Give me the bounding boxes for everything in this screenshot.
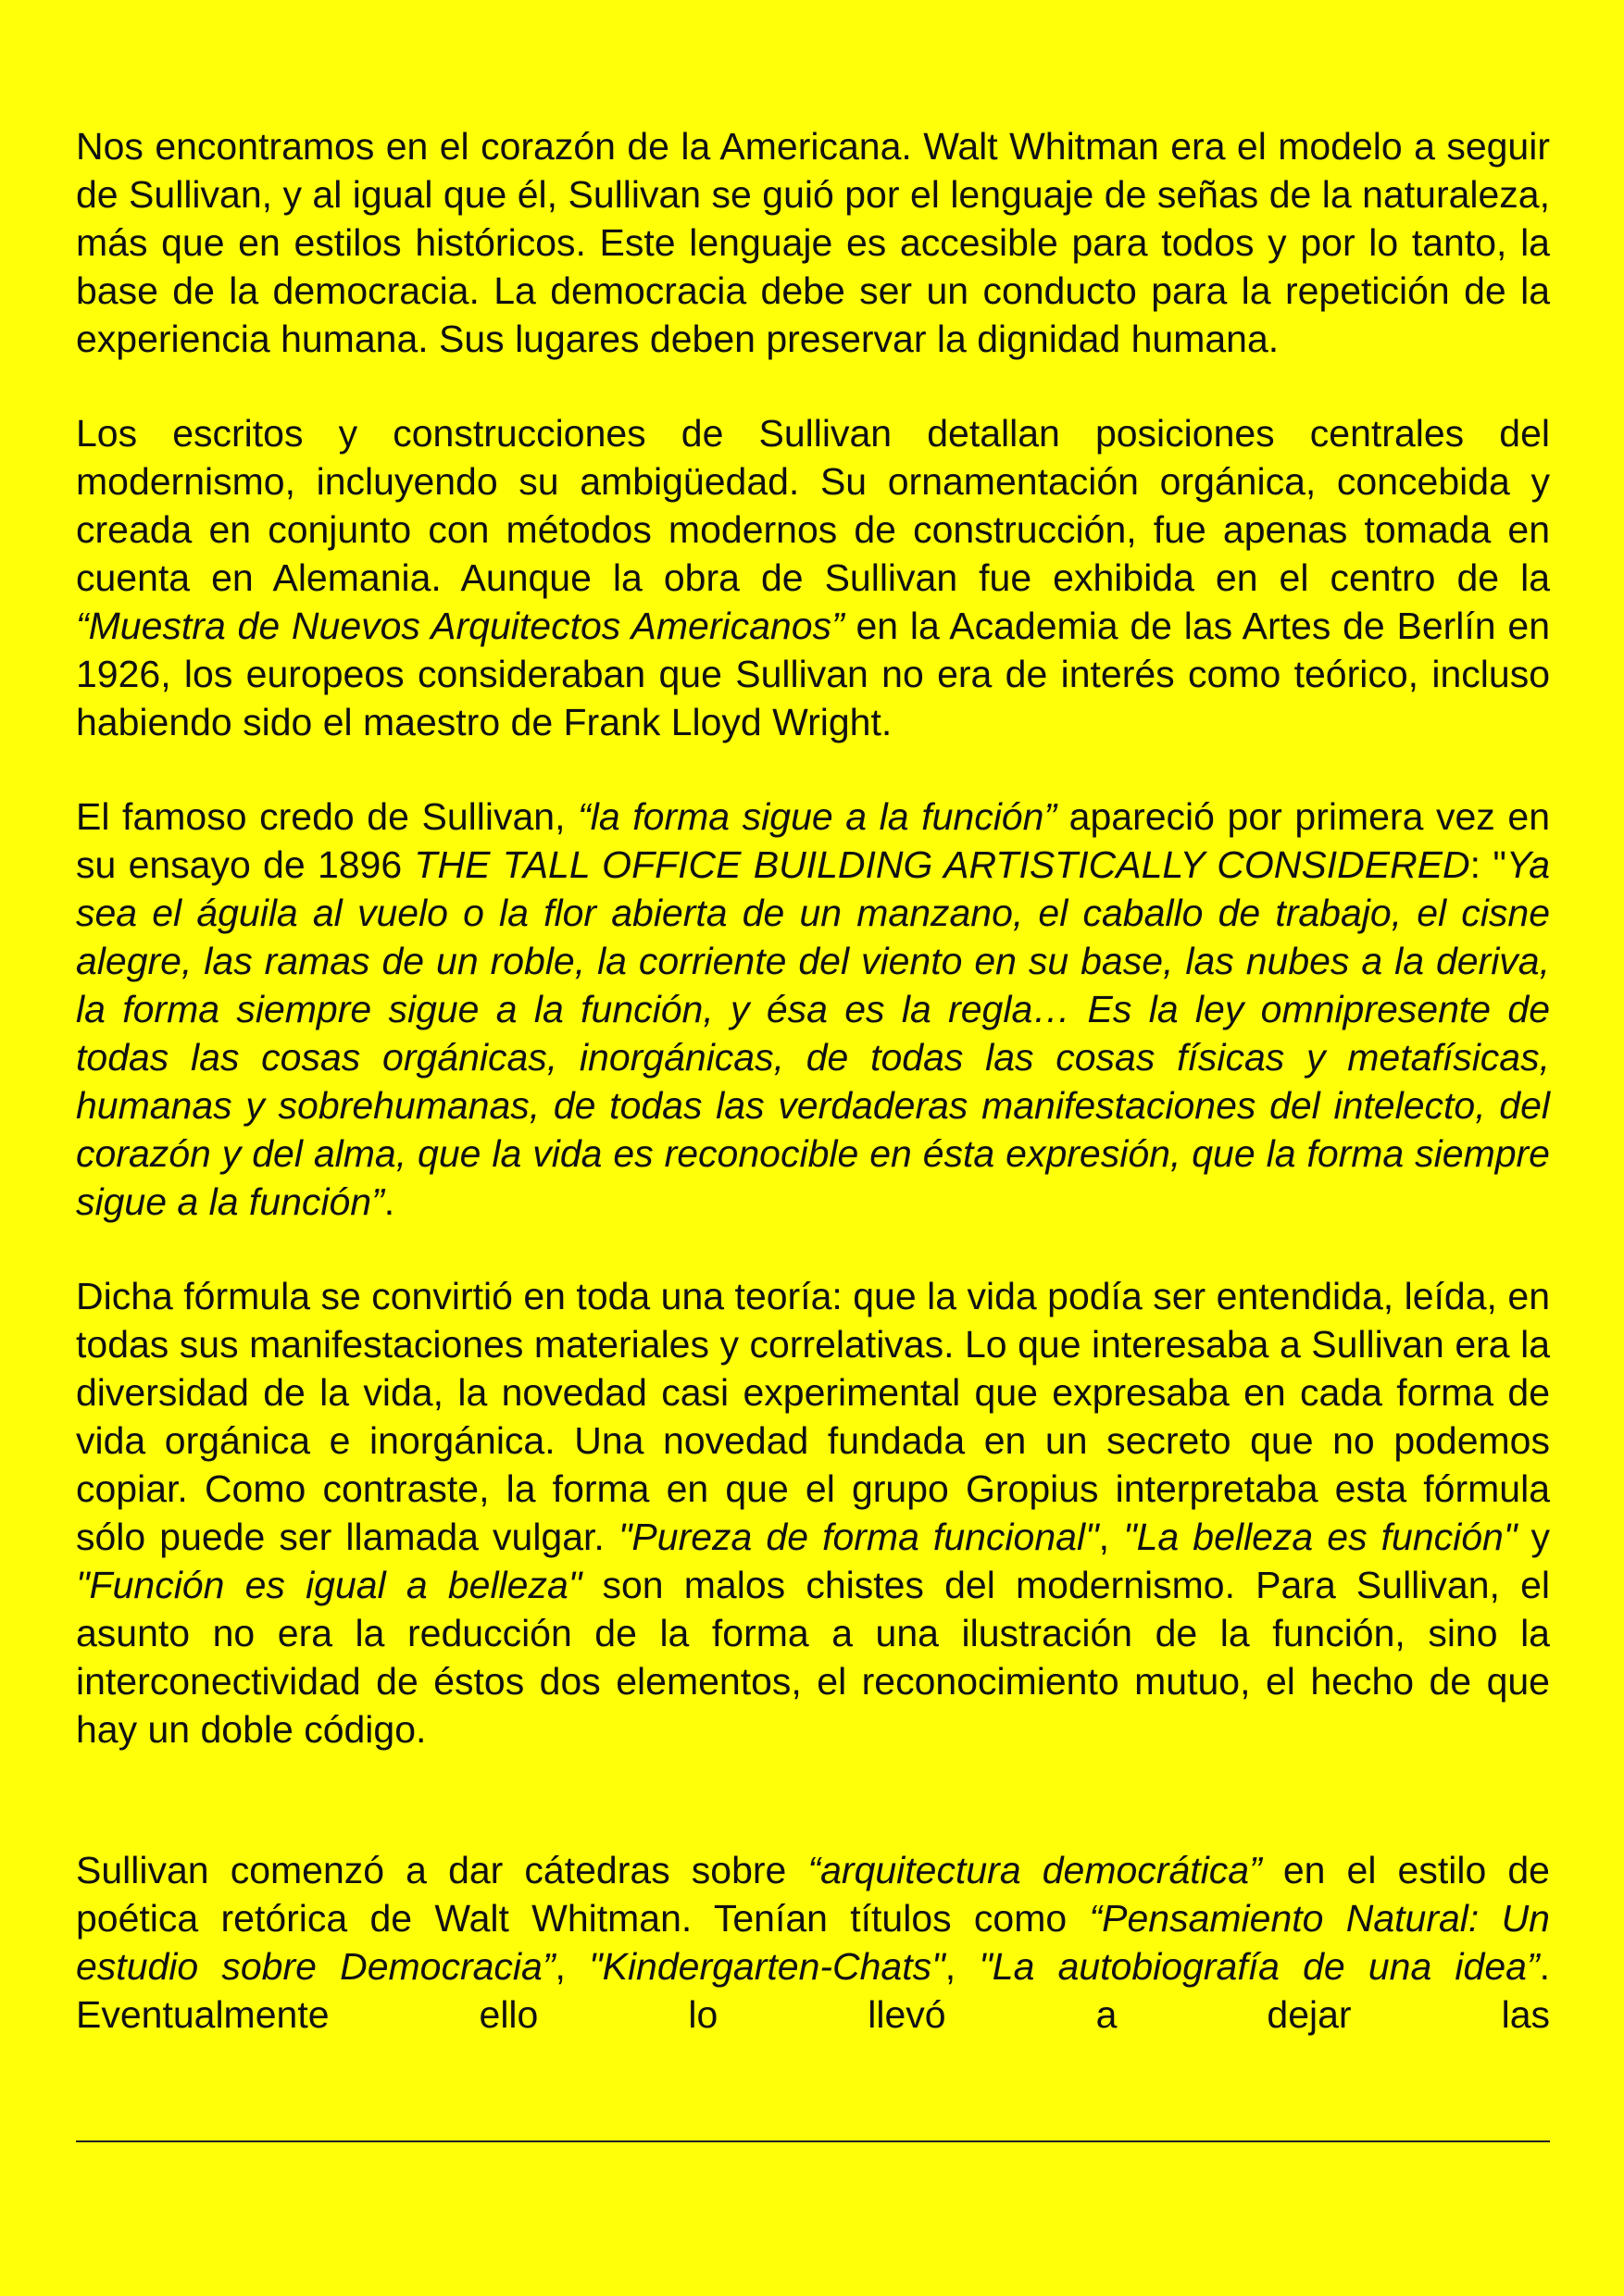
essay-title: THE TALL OFFICE BUILDING ARTISTICALLY CONSIDERED <box>414 843 1470 886</box>
paragraph-text: en el estilo de poética retórica de Walt Whitman. Tenían títulos como <box>76 1849 1550 1940</box>
slogan-quote: "Pureza de forma funcional" <box>618 1516 1099 1558</box>
document-body <box>76 122 1550 2039</box>
exhibition-title: “Muestra de Nuevos Arquitectos Americanos” <box>76 605 844 647</box>
paragraph-text: Nos encontramos en el corazón de la Americana. Walt Whitman era el modelo a seguir de Sullivan, y al igual que él, Sullivan se guió por el lenguaje de señas de la naturaleza, más que en estilos históricos. Este lenguaje es accesible para todos y por lo tanto, la base de la democracia. La democracia debe ser un conducto para la repetición de la experiencia humana. Sus lugares deben preservar la dignidad humana. <box>76 125 1550 360</box>
paragraph-text: . Eventualmente ello lo llevó a dejar las <box>76 1945 1550 2036</box>
paragraph-text: . <box>383 1180 395 1223</box>
paragraph-credo <box>76 792 1550 1226</box>
paragraph-text: El famoso credo de Sullivan, <box>76 795 579 838</box>
slogan-quote: "La belleza es función" <box>1123 1516 1518 1558</box>
credo-quote: “la forma sigue a la función” <box>578 795 1057 838</box>
paragraph-text: Dicha fórmula se convirtió en toda una teoría: que la vida podía ser entendida, leída, en todas sus manifestaciones materiales y correlativas. Lo que interesaba a Sullivan era la diversidad de la vida, la novedad casi experimental que expresaba en cada forma de vida orgánica e inorgánica. Una novedad fundada en un secreto que no podemos copiar. Como contraste, la forma en que el grupo Gropius interpretaba esta fórmula sólo puede ser llamada vulgar. <box>76 1275 1550 1558</box>
paragraph-text: , <box>555 1945 590 1988</box>
paragraph-text: en la Academia de las Artes de Berlín en 1926, los europeos consideraban que Sullivan no era de interés como teórico, incluso habiendo sido el maestro de Frank Lloyd Wright. <box>76 605 1550 743</box>
slogan-quote: "Función es igual a belleza" <box>76 1564 582 1606</box>
paragraph-formula <box>76 1272 1550 1753</box>
paragraph-text: , <box>1098 1516 1124 1558</box>
bottom-divider <box>76 2140 1550 2142</box>
lecture-title: "Kindergarten-Chats" <box>589 1945 945 1988</box>
lecture-title: “Pensamiento Natural: Un estudio sobre Democracia” <box>76 1897 1550 1988</box>
paragraph-text: Sullivan comenzó a dar cátedras sobre <box>76 1849 808 1891</box>
paragraph-text: : " <box>1469 843 1506 886</box>
paragraph-modernismo <box>76 409 1550 746</box>
paragraph-text: apareció por primera vez en su ensayo de 1896 <box>76 795 1550 886</box>
paragraph-americana <box>76 122 1550 363</box>
lecture-title: "La autobiografía de una idea” <box>979 1945 1540 1988</box>
paragraph-catedras <box>76 1846 1550 2039</box>
paragraph-text: Los escritos y construcciones de Sullivan detallan posiciones centrales del modernismo, incluyendo su ambigüedad. Su ornamentación orgánica, concebida y creada en conjunto con métodos modernos de construcción, fue apenas tomada en cuenta en Alemania. Aunque la obra de Sullivan fue exhibida en el centro de la <box>76 412 1550 599</box>
essay-quote: Ya sea el águila al vuelo o la flor abierta de un manzano, el caballo de trabajo, el cisne alegre, las ramas de un roble, la corriente del viento en su base, las nubes a la deriva, la forma siempre sigue a la función, y ésa es la regla… Es la ley omnipresente de todas las cosas orgánicas, inorgánicas, de todas las cosas físicas y metafísicas, humanas y sobrehumanas, de todas las verdaderas manifestaciones del intelecto, del corazón y del alma, que la vida es reconocible en ésta expresión, que la forma siempre sigue a la función” <box>76 843 1551 1223</box>
paragraph-text: , <box>944 1945 980 1988</box>
paragraph-text: son malos chistes del modernismo. Para Sullivan, el asunto no era la reducción de la forma a una ilustración de la función, sino la interconectividad de éstos dos elementos, el reconocimiento mutuo, el hecho de que hay un doble código. <box>76 1564 1550 1751</box>
paragraph-text: y <box>1517 1516 1550 1558</box>
lecture-topic: “arquitectura democrática” <box>807 1849 1262 1891</box>
